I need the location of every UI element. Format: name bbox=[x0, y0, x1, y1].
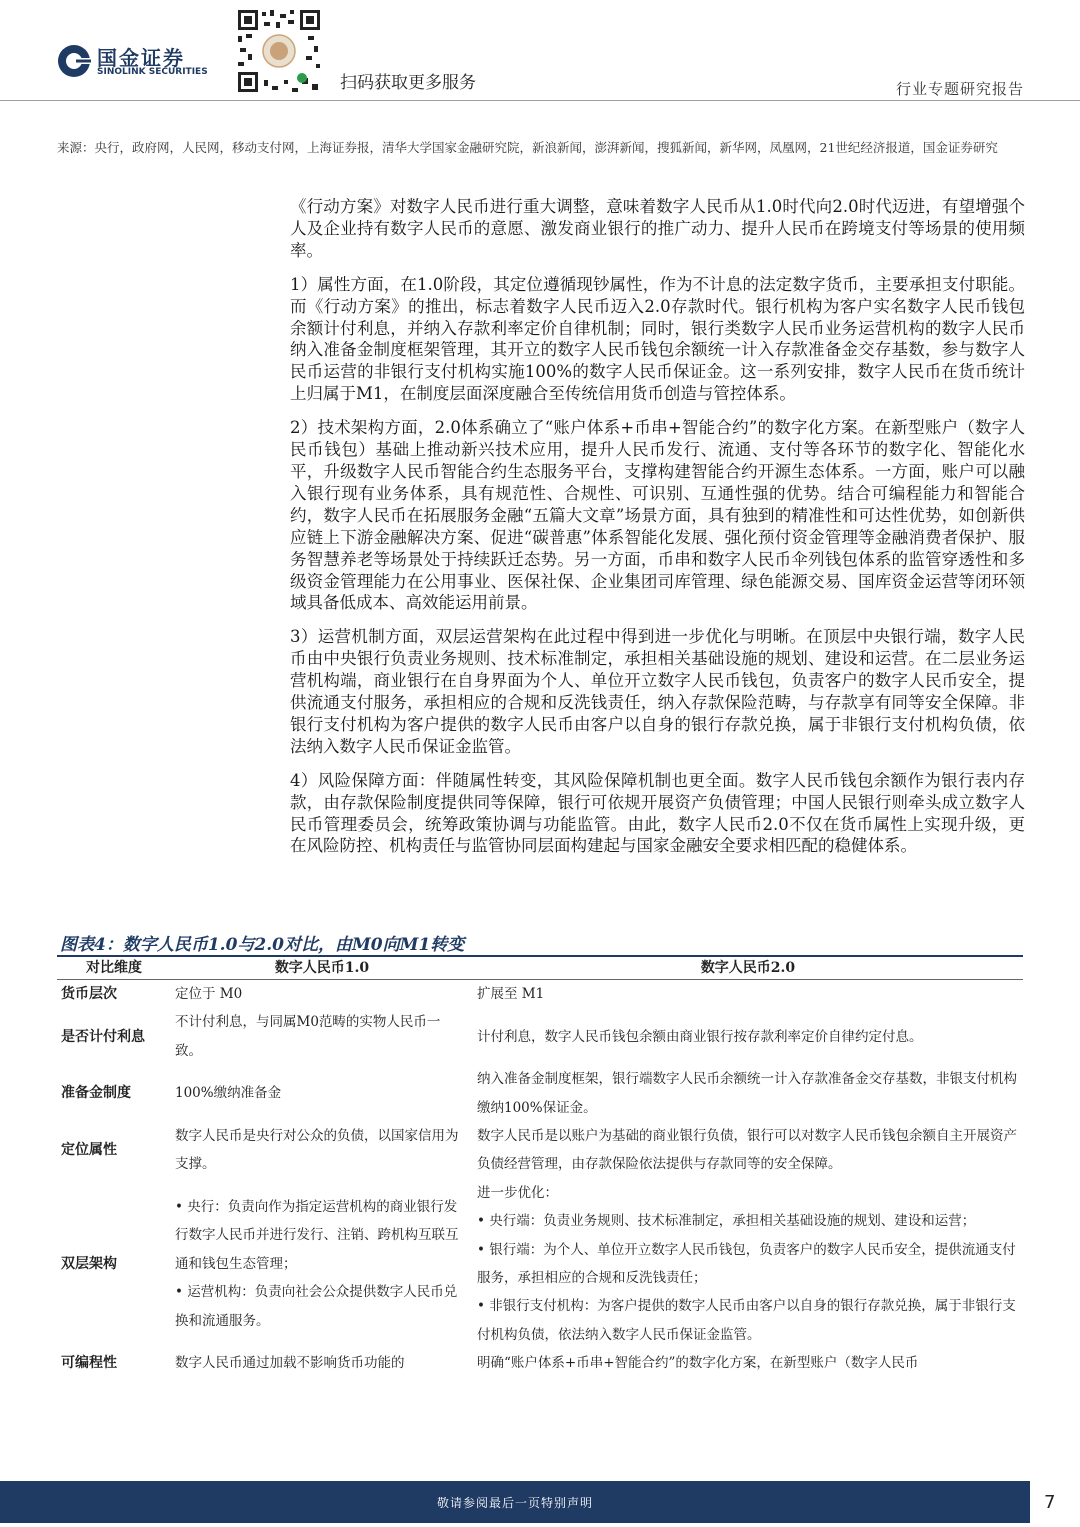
v2-cell bbox=[473, 1065, 1023, 1122]
dimension-cell: 准备金制度 bbox=[61, 1085, 131, 1102]
report-type-label: 行业专题研究报告 bbox=[895, 80, 1024, 98]
cell-text: 明确“账户体系+币串+智能合约”的数字化方案，在新型账户（数字人民币 bbox=[477, 1355, 919, 1372]
dimension-cell: 可编程性 bbox=[61, 1355, 117, 1372]
body-paragraph: 4）风险保障方面：伴随属性转变，其风险保障机制也更全面。数字人民币钱包余额作为银行表内存款，由存款保险制度提供同等保障，银行可依规开展资产负债管理；中国人民银行则牵头成立数字人民币管理委员会，统筹政策协调与功能监管。由此，数字人民币2.0不仅在货币属性上实现升级，更在风险防控、机构责任与监管协同层面构建起与国家金融安全要求相匹配的稳健体系。 bbox=[290, 770, 1025, 856]
logo-chinese-name: 国金证券 bbox=[97, 46, 185, 70]
dimension-cell: 货币层次 bbox=[61, 986, 117, 1002]
cell-text: 数字人民币通过加载不影响货币功能的 bbox=[175, 1355, 405, 1372]
body-text bbox=[290, 196, 1025, 869]
table-row bbox=[57, 1008, 1023, 1065]
v2-cell bbox=[473, 980, 1023, 1009]
body-paragraph: 2）技术架构方面，2.0体系确立了“账户体系+币串+智能合约”的数字化方案。在新型账户（数字人民币钱包）基础上推动新兴技术应用，提升人民币发行、流通、支付等各环节的数字化、智能化水平，升级数字人民币智能合约生态服务平台，支撑构建智能合约开源生态体系。一方面，账户可以融入银行现有业务体系，具有规范性、合规性、可识别、互通性强的优势。结合可编程能力和智能合约，数字人民币在拓展服务金融“五篇大文章”场景方面，具有独到的精准性和可达性优势，如创新供应链上下游金融解决方案、促进“碳普惠”体系智能化发展、强化预付资金管理等金融消费者保护、服务智慧养老等场景处于持续跃迁态势。另一方面，币串和数字人民币伞列钱包体系的监管穿透性和多级资金管理能力在公用事业、医保社保、企业集团司库管理、绿色能源交易、国库资金运营等闭环领域具备低成本、高效能运用前景。 bbox=[290, 418, 1025, 613]
cell-text: 扩展至 M1 bbox=[477, 986, 545, 1002]
qr-caption: 扫码获取更多服务 bbox=[340, 73, 476, 93]
cell-text: 进一步优化： bbox=[477, 1184, 558, 1201]
cell-text: 数字人民币是以账户为基础的商业银行负债，银行可以对数字人民币钱包余额自主开展资产负债经营管理，由存款保险依法提供与存款同等的安全保障。 bbox=[477, 1128, 1017, 1173]
logo-english-name: SINOLINK SECURITIES bbox=[97, 67, 208, 77]
cell-text: 定位于 M0 bbox=[175, 986, 243, 1002]
cell-text: • 运营机构：负责向社会公众提供数字人民币兑换和流通服务。 bbox=[175, 1284, 458, 1329]
table-row bbox=[57, 1065, 1023, 1122]
v1-cell bbox=[171, 1122, 473, 1179]
header-divider bbox=[0, 100, 1080, 101]
column-header: 对比维度 bbox=[57, 957, 171, 980]
comparison-table bbox=[57, 957, 1023, 1378]
v1-cell bbox=[171, 1349, 473, 1377]
table-row bbox=[57, 980, 1023, 1009]
page-number: 7 bbox=[1044, 1492, 1056, 1513]
v1-cell bbox=[171, 980, 473, 1009]
footer-notice: 敬请参阅最后一页特别声明 bbox=[436, 1496, 593, 1510]
v2-cell bbox=[473, 1008, 1023, 1065]
dimension-cell: 定位属性 bbox=[61, 1142, 117, 1159]
column-header: 数字人民币2.0 bbox=[473, 957, 1023, 980]
column-header: 数字人民币1.0 bbox=[171, 957, 473, 980]
cell-text: 不计付利息，与同属M0范畴的实物人民币一致。 bbox=[175, 1014, 441, 1059]
dimension-cell: 双层架构 bbox=[61, 1255, 117, 1272]
v2-cell bbox=[473, 1349, 1023, 1377]
qr-code-icon[interactable] bbox=[236, 8, 322, 94]
source-note: 来源：央行，政府网，人民网，移动支付网，上海证券报，清华大学国家金融研究院，新浪新闻，澎湃新闻，搜狐新闻，新华网，凤凰网，21世纪经济报道，国金证券研究 bbox=[57, 140, 998, 155]
cell-text: 纳入准备金制度框架，银行端数字人民币余额统一计入存款准备金交存基数，非银支付机构缴纳100%保证金。 bbox=[477, 1071, 1017, 1116]
sinolink-logo-icon bbox=[57, 44, 91, 78]
cell-text: 100%缴纳准备金 bbox=[175, 1085, 282, 1102]
cell-text: 数字人民币是央行对公众的负债，以国家信用为支撑。 bbox=[175, 1128, 459, 1173]
company-logo bbox=[57, 42, 217, 82]
v2-cell bbox=[473, 1122, 1023, 1179]
table-row bbox=[57, 1349, 1023, 1377]
table-row bbox=[57, 1179, 1023, 1349]
v1-cell bbox=[171, 1008, 473, 1065]
cell-text: • 银行端：为个人、单位开立数字人民币钱包，负责客户的数字人民币安全，提供流通支付服务，承担相应的合规和反洗钱责任； bbox=[477, 1241, 1016, 1287]
table-row bbox=[57, 1122, 1023, 1179]
cell-text: 计付利息，数字人民币钱包余额由商业银行按存款利率定价自律约定付息。 bbox=[477, 1028, 923, 1045]
v1-cell bbox=[171, 1179, 473, 1349]
body-paragraph: 1）属性方面，在1.0阶段，其定位遵循现钞属性，作为不计息的法定数字货币，主要承担支付职能。而《行动方案》的推出，标志着数字人民币迈入2.0存款时代。银行机构为客户实名数字人民币钱包余额计付利息，并纳入存款利率定价自律机制；同时，银行类数字人民币业务运营机构的数字人民币纳入准备金制度框架管理，其开立的数字人民币钱包余额统一计入存款准备金交存基数，参与数字人民币运营的非银行支付机构实施100%的数字人民币保证金。这一系列安排，数字人民币在货币统计上归属于M1，在制度层面深度融合至传统信用货币创造与管控体系。 bbox=[290, 274, 1025, 404]
table-header-row bbox=[57, 957, 1023, 980]
figure-title: 图表4：数字人民币1.0与2.0对比，由M0向M1转变 bbox=[60, 935, 465, 955]
v2-cell bbox=[473, 1179, 1023, 1349]
dimension-cell: 是否计付利息 bbox=[61, 1028, 145, 1045]
page-header bbox=[0, 0, 1080, 100]
v1-cell bbox=[171, 1065, 473, 1122]
body-paragraph: 《行动方案》对数字人民币进行重大调整，意味着数字人民币从1.0时代向2.0时代迈进，有望增强个人及企业持有数字人民币的意愿、激发商业银行的推广动力、提升人民币在跨境支付等场景的使用频率。 bbox=[290, 197, 1025, 260]
cell-text: • 央行：负责向作为指定运营机构的商业银行发行数字人民币并进行发行、注销、跨机构互联互通和钱包生态管理； bbox=[175, 1199, 459, 1272]
cell-text: • 央行端：负责业务规则、技术标准制定，承担相关基础设施的规划、建设和运营； bbox=[477, 1213, 976, 1230]
cell-text: • 非银行支付机构：为客户提供的数字人民币由客户以自身的银行存款兑换，属于非银行支付机构负债，依法纳入数字人民币保证金监管。 bbox=[477, 1298, 1016, 1343]
body-paragraph: 3）运营机制方面，双层运营架构在此过程中得到进一步优化与明晰。在顶层中央银行端，数字人民币由中央银行负责业务规则、技术标准制定，承担相关基础设施的规划、建设和运营。在二层业务运营机构端，商业银行在自身界面为个人、单位开立数字人民币钱包，负责客户的数字人民币安全，提供流通支付服务，承担相应的合规和反洗钱责任，纳入存款保险范畴，与存款享有同等安全保障。非银行支付机构为客户提供的数字人民币由客户以自身的银行存款兑换，属于非银行支付机构负债，依法纳入数字人民币保证金监管。 bbox=[290, 627, 1025, 756]
